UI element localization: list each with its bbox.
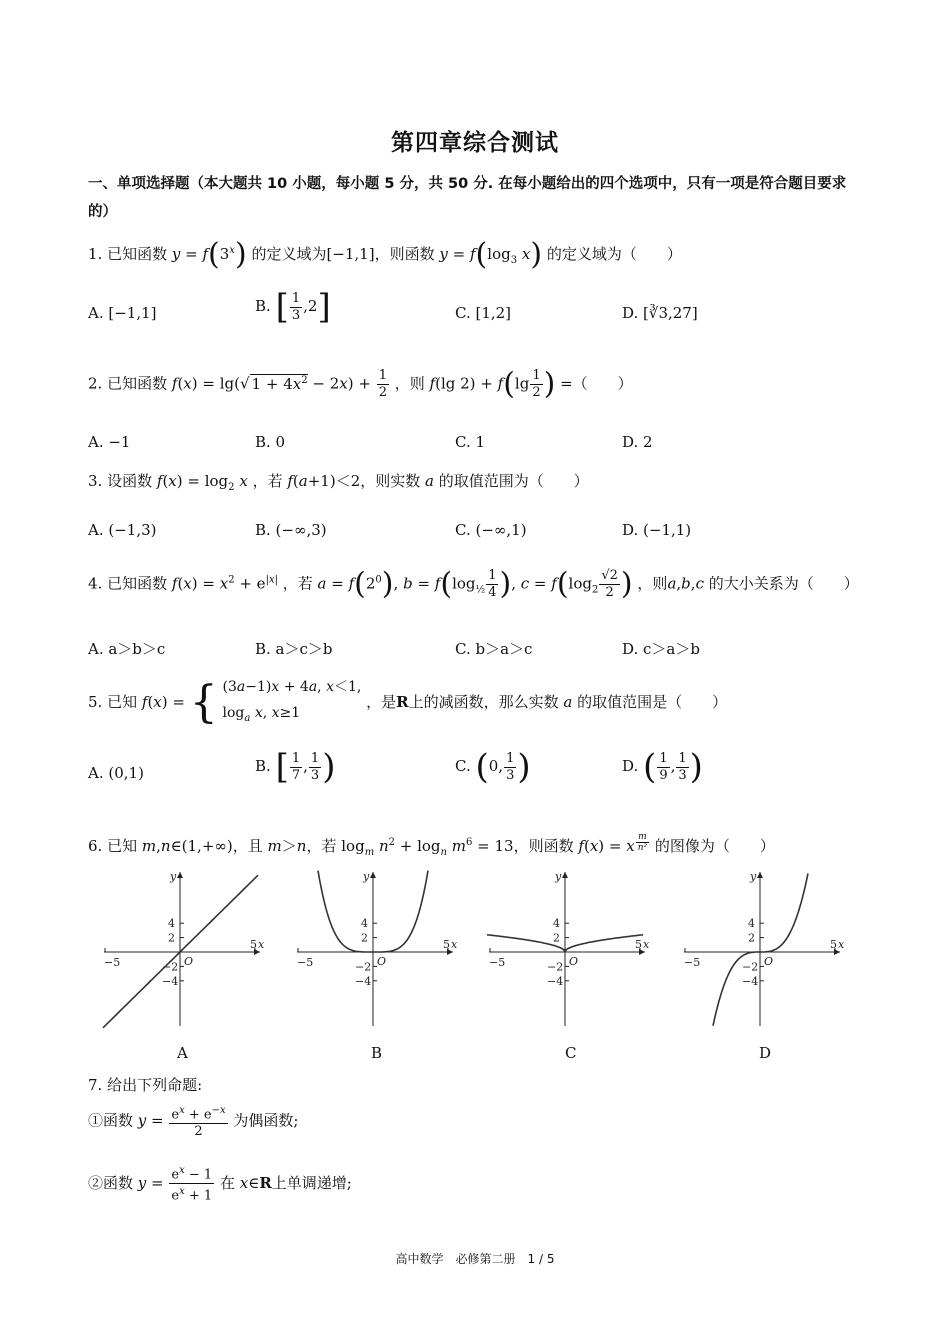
graph-c[interactable] [485, 866, 655, 1031]
x-axis-label: x [258, 938, 265, 951]
tick-label-2: 2 [748, 931, 755, 945]
y-axis-label: y [363, 870, 370, 883]
q2-option-a: A. −1 [88, 433, 131, 451]
question-7: 7. 给出下列命题: [88, 1076, 203, 1094]
tick-label-m4: −4 [742, 974, 759, 988]
y-axis-arrow [177, 872, 183, 878]
x-axis-label: x [838, 938, 845, 951]
tick-label-pos5: 5 [635, 938, 642, 951]
q1-option-b: B. [ $\frac{1}{3}$ ,2] [255, 287, 331, 327]
graph-label-d: D [759, 1044, 772, 1062]
q5-option-b: B. [ $\frac{1}{7}$ , $\frac{1}{3}$ ) [255, 747, 336, 787]
tick-label-2: 2 [361, 931, 368, 945]
tick-label-neg5: −5 [684, 956, 701, 969]
section-heading: 一、单项选择题（本大题共 10 小题，每小题 5 分，共 50 分. 在每小题给出的四个选项中，只有一项是符合题目要求的） [88, 176, 847, 220]
origin-label: O [764, 955, 774, 968]
y-axis-label: y [170, 870, 177, 883]
q3-option-d: D. (−1,1) [622, 521, 692, 539]
tick-label-neg5: −5 [104, 956, 121, 969]
question-1: 1. 已知函数 $y = f(3^x)$ 的定义域为[−1,1]，则函数 $y = f(\log_3$ x) 的定义域为（ ） [88, 237, 682, 272]
graph-d[interactable] [680, 866, 850, 1031]
tick-label-2: 2 [168, 931, 175, 945]
graph-label-c: C [565, 1044, 577, 1062]
tick-label-m2: −2 [355, 960, 372, 974]
tick-label-pos5: 5 [830, 938, 837, 951]
tick-label-neg5: −5 [297, 956, 314, 969]
y-axis-label: y [555, 870, 562, 883]
tick-label-pos5: 5 [443, 938, 450, 951]
q2-option-d: D. 2 [622, 433, 653, 451]
q1-option-d: D. [∛3,27] [622, 304, 698, 322]
tick-label-m4: −4 [547, 974, 564, 988]
q4-option-b: B. a＞c＞b [255, 640, 333, 658]
tick-label-2: 2 [553, 931, 560, 945]
origin-label: O [377, 955, 387, 968]
q3-option-b: B. (−∞,3) [255, 521, 327, 539]
tick-label-4: 4 [553, 917, 560, 931]
question-2: 2. 已知函数 f(x) = lg(√ $1 + 4x^2 - 2x$) + $\frac{1}{2}$ ，则 f(lg 2) + f(lg $\frac{1}{2}$ ) =（ ） [88, 366, 633, 402]
graph-label-b: B [371, 1044, 383, 1062]
y-axis-arrow [370, 872, 376, 878]
question-5: 5. 已知 f(x) = { (3a−1)x + 4a, x＜1, $\log_a x$, x≥1 ，是R上的减函数，那么实数 a 的取值范围是（ ） [88, 676, 728, 728]
y-axis-label: y [750, 870, 757, 883]
graph-label-a: A [177, 1044, 188, 1062]
tick-label-m2: −2 [162, 960, 179, 974]
tick-label-4: 4 [361, 917, 368, 931]
x-axis-label: x [451, 938, 458, 951]
q5-option-a: A. (0,1) [88, 764, 144, 782]
q1-option-a: A. [−1,1] [88, 304, 157, 322]
tick-label-m4: −4 [355, 974, 372, 988]
q7-proposition-2: ②函数 y = $\frac{e^x - 1}{e^x + 1}$ 在 x∈R上单调递增; [88, 1165, 352, 1204]
q2-option-c: C. 1 [455, 433, 486, 451]
question-4: 4. 已知函数 $f(x) = x^2 + e^{|x|}$ ，若 $a = f(2^0)$, $b = f(\log_{\frac{1}{2}}$ $\frac{1}{4}$ ), $c = f(\log_2$ $\frac{√2}{2}$ ) ，则a,b,c 的大小关系为（ ） [88, 566, 859, 602]
q3-option-a: A. (−1,3) [88, 521, 157, 539]
q4-option-a: A. a＞b＞c [88, 640, 166, 658]
origin-label: O [569, 955, 579, 968]
q2-option-b: B. 0 [255, 433, 286, 451]
q5-option-d: D. ( $\frac{1}{9}$ , $\frac{1}{3}$ ) [622, 747, 703, 787]
tick-label-pos5: 5 [250, 938, 257, 951]
y-axis-arrow [757, 872, 763, 878]
tick-label-m4: −4 [162, 974, 179, 988]
q4-option-c: C. b＞a＞c [455, 640, 533, 658]
graph-b[interactable] [293, 866, 463, 1031]
x-axis-label: x [643, 938, 650, 951]
y-axis-arrow [562, 872, 568, 878]
q7-proposition-1: ①函数 y = $\frac{e^x + e^{-x}}{2}$ 为偶函数; [88, 1105, 299, 1140]
page-title: 第四章综合测试 [391, 130, 559, 156]
q1-option-c: C. [1,2] [455, 304, 512, 322]
q3-option-c: C. (−∞,1) [455, 521, 527, 539]
q4-option-d: D. c＞a＞b [622, 640, 700, 658]
q5-option-c: C. (0, $\frac{1}{3}$ ) [455, 747, 531, 787]
tick-label-m2: −2 [547, 960, 564, 974]
page-footer: 高中数学 必修第二册 1 / 5 [395, 1252, 555, 1266]
tick-label-m2: −2 [742, 960, 759, 974]
tick-label-4: 4 [168, 917, 175, 931]
question-6: 6. 已知 m,n∈(1,+∞)，且 m＞n，若 $\log_m n^2 + \log_n m^6 = 13$，则函数 f(x) = x $^{\frac{m}{\text{n²}}}$ 的图像为（ ） [88, 832, 775, 858]
graph-a[interactable] [100, 866, 270, 1031]
tick-label-4: 4 [748, 917, 755, 931]
origin-label: O [184, 955, 194, 968]
tick-label-neg5: −5 [489, 956, 506, 969]
question-3: 3. 设函数 $f(x) = \log_2 x$ ，若 f(a+1)＜2，则实数 a 的取值范围为（ ） [88, 472, 589, 493]
